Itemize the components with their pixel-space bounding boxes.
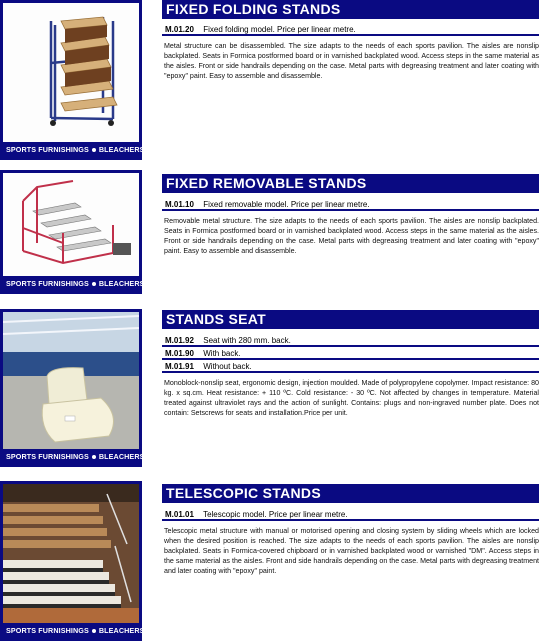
telescopic-stands-photo	[3, 484, 139, 623]
caption-subcategory: BLEACHERS	[98, 279, 145, 288]
category-caption	[3, 142, 145, 156]
product-fixed-removable-stands	[0, 170, 540, 294]
product-title: STANDS SEAT	[162, 310, 539, 329]
model-code: M.01.91	[165, 362, 194, 371]
product-title: TELESCOPIC STANDS	[162, 484, 539, 503]
product-content	[162, 174, 539, 256]
category-caption	[3, 623, 145, 637]
model-code: M.01.20	[165, 25, 194, 34]
model-text: Seat with 280 mm. back.	[203, 336, 291, 345]
model-code: M.01.10	[165, 200, 194, 209]
model-row	[162, 199, 539, 211]
caption-category: SPORTS FURNISHINGS	[6, 279, 89, 288]
model-text: With back.	[203, 349, 241, 358]
model-text: Fixed removable model. Price per linear metre.	[203, 200, 370, 209]
caption-subcategory: BLEACHERS	[98, 145, 145, 154]
caption-category: SPORTS FURNISHINGS	[6, 145, 89, 154]
product-title: FIXED REMOVABLE STANDS	[162, 174, 539, 193]
product-description: Removable metal structure. The size adapts to the needs of each sports pavilion. The aisles are nonslip backplated. Seats in Formica postformed board or in varnished backplated wood. Access steps in the same material as the aisles. Front or side handrails depending on the case. Metal parts with degreasing treatment and later coating with "epoxy" paint. Easy to assemble and disassemble.	[164, 217, 539, 255]
product-content	[162, 310, 539, 418]
product-fixed-folding-stands	[0, 0, 540, 160]
bullet-icon	[92, 282, 96, 286]
model-code: M.01.92	[165, 336, 194, 345]
product-description: Monoblock-nonslip seat, ergonomic design, injection moulded. Made of polypropylene copolymer. Impact resistance: 80 kg. x sq.cm. Heat resistance: + 110 ºC. Cold resistance: - 30 ºC. Not affected by changes in temperature. Material treated against ultraviolet rays and the action of sunlight. Contains: plugs and non-ingraved number plate. Does not contain: Setscrews for seats and installation.Price per unit.	[164, 379, 539, 417]
telescopic-stands-image	[3, 484, 139, 623]
model-code: M.01.01	[165, 510, 194, 519]
product-title: FIXED FOLDING STANDS	[162, 0, 539, 19]
model-code: M.01.90	[165, 349, 194, 358]
removable-stands-photo	[3, 173, 139, 276]
bullet-icon	[92, 148, 96, 152]
category-caption	[3, 276, 145, 290]
folding-stands-photo	[3, 3, 139, 142]
bullet-icon	[92, 629, 96, 633]
model-row	[162, 24, 539, 36]
product-description: Telescopic metal structure with manual or motorised opening and closing system by sliding wheels which are locked when the desired position is reached. The size adapts to the needs of each sports pavilion. The aisles are nonslip backplated. Seats in Formica-covered chipboard or in varnished backplated wood or varnished "DM". Access steps in the same material as the aisles. Front and side handrails depending on the case. Metal parts with degreasing treatment and later coating with "epoxy" paint.	[164, 527, 539, 575]
model-text: Telescopic model. Price per linear metre.	[203, 510, 348, 519]
caption-category: SPORTS FURNISHINGS	[6, 452, 89, 461]
model-text: Fixed folding model. Price per linear metre.	[203, 25, 356, 34]
removable-stands-image	[3, 173, 139, 276]
product-stands-seat	[0, 309, 540, 467]
product-content	[162, 0, 539, 81]
model-row	[162, 335, 539, 347]
caption-subcategory: BLEACHERS	[98, 626, 145, 635]
caption-subcategory: BLEACHERS	[98, 452, 145, 461]
product-card	[0, 170, 145, 294]
category-caption	[3, 449, 145, 463]
bullet-icon	[92, 455, 96, 459]
model-row	[162, 509, 539, 521]
product-card	[0, 481, 145, 641]
stands-seat-image	[3, 312, 139, 449]
stands-seat-photo	[3, 312, 139, 449]
caption-category: SPORTS FURNISHINGS	[6, 626, 89, 635]
product-card	[0, 0, 145, 160]
product-content	[162, 484, 539, 576]
model-text: Without back.	[203, 362, 252, 371]
product-description: Metal structure can be disassembled. The size adapts to the needs of each sports pavilion. The aisles are nonslip backplated. Seats in Formica postformed board or in varnished backplated wood. Access steps in the same material as the aisles. Front or side handrails depending on the case. Metal parts with degreasing treatment and later coating with "epoxy" paint. Easy to assemble and disassemble.	[164, 42, 539, 80]
product-card	[0, 309, 145, 467]
product-telescopic-stands	[0, 481, 540, 641]
model-row	[162, 361, 539, 373]
model-row	[162, 348, 539, 360]
folding-stands-image	[3, 3, 139, 142]
